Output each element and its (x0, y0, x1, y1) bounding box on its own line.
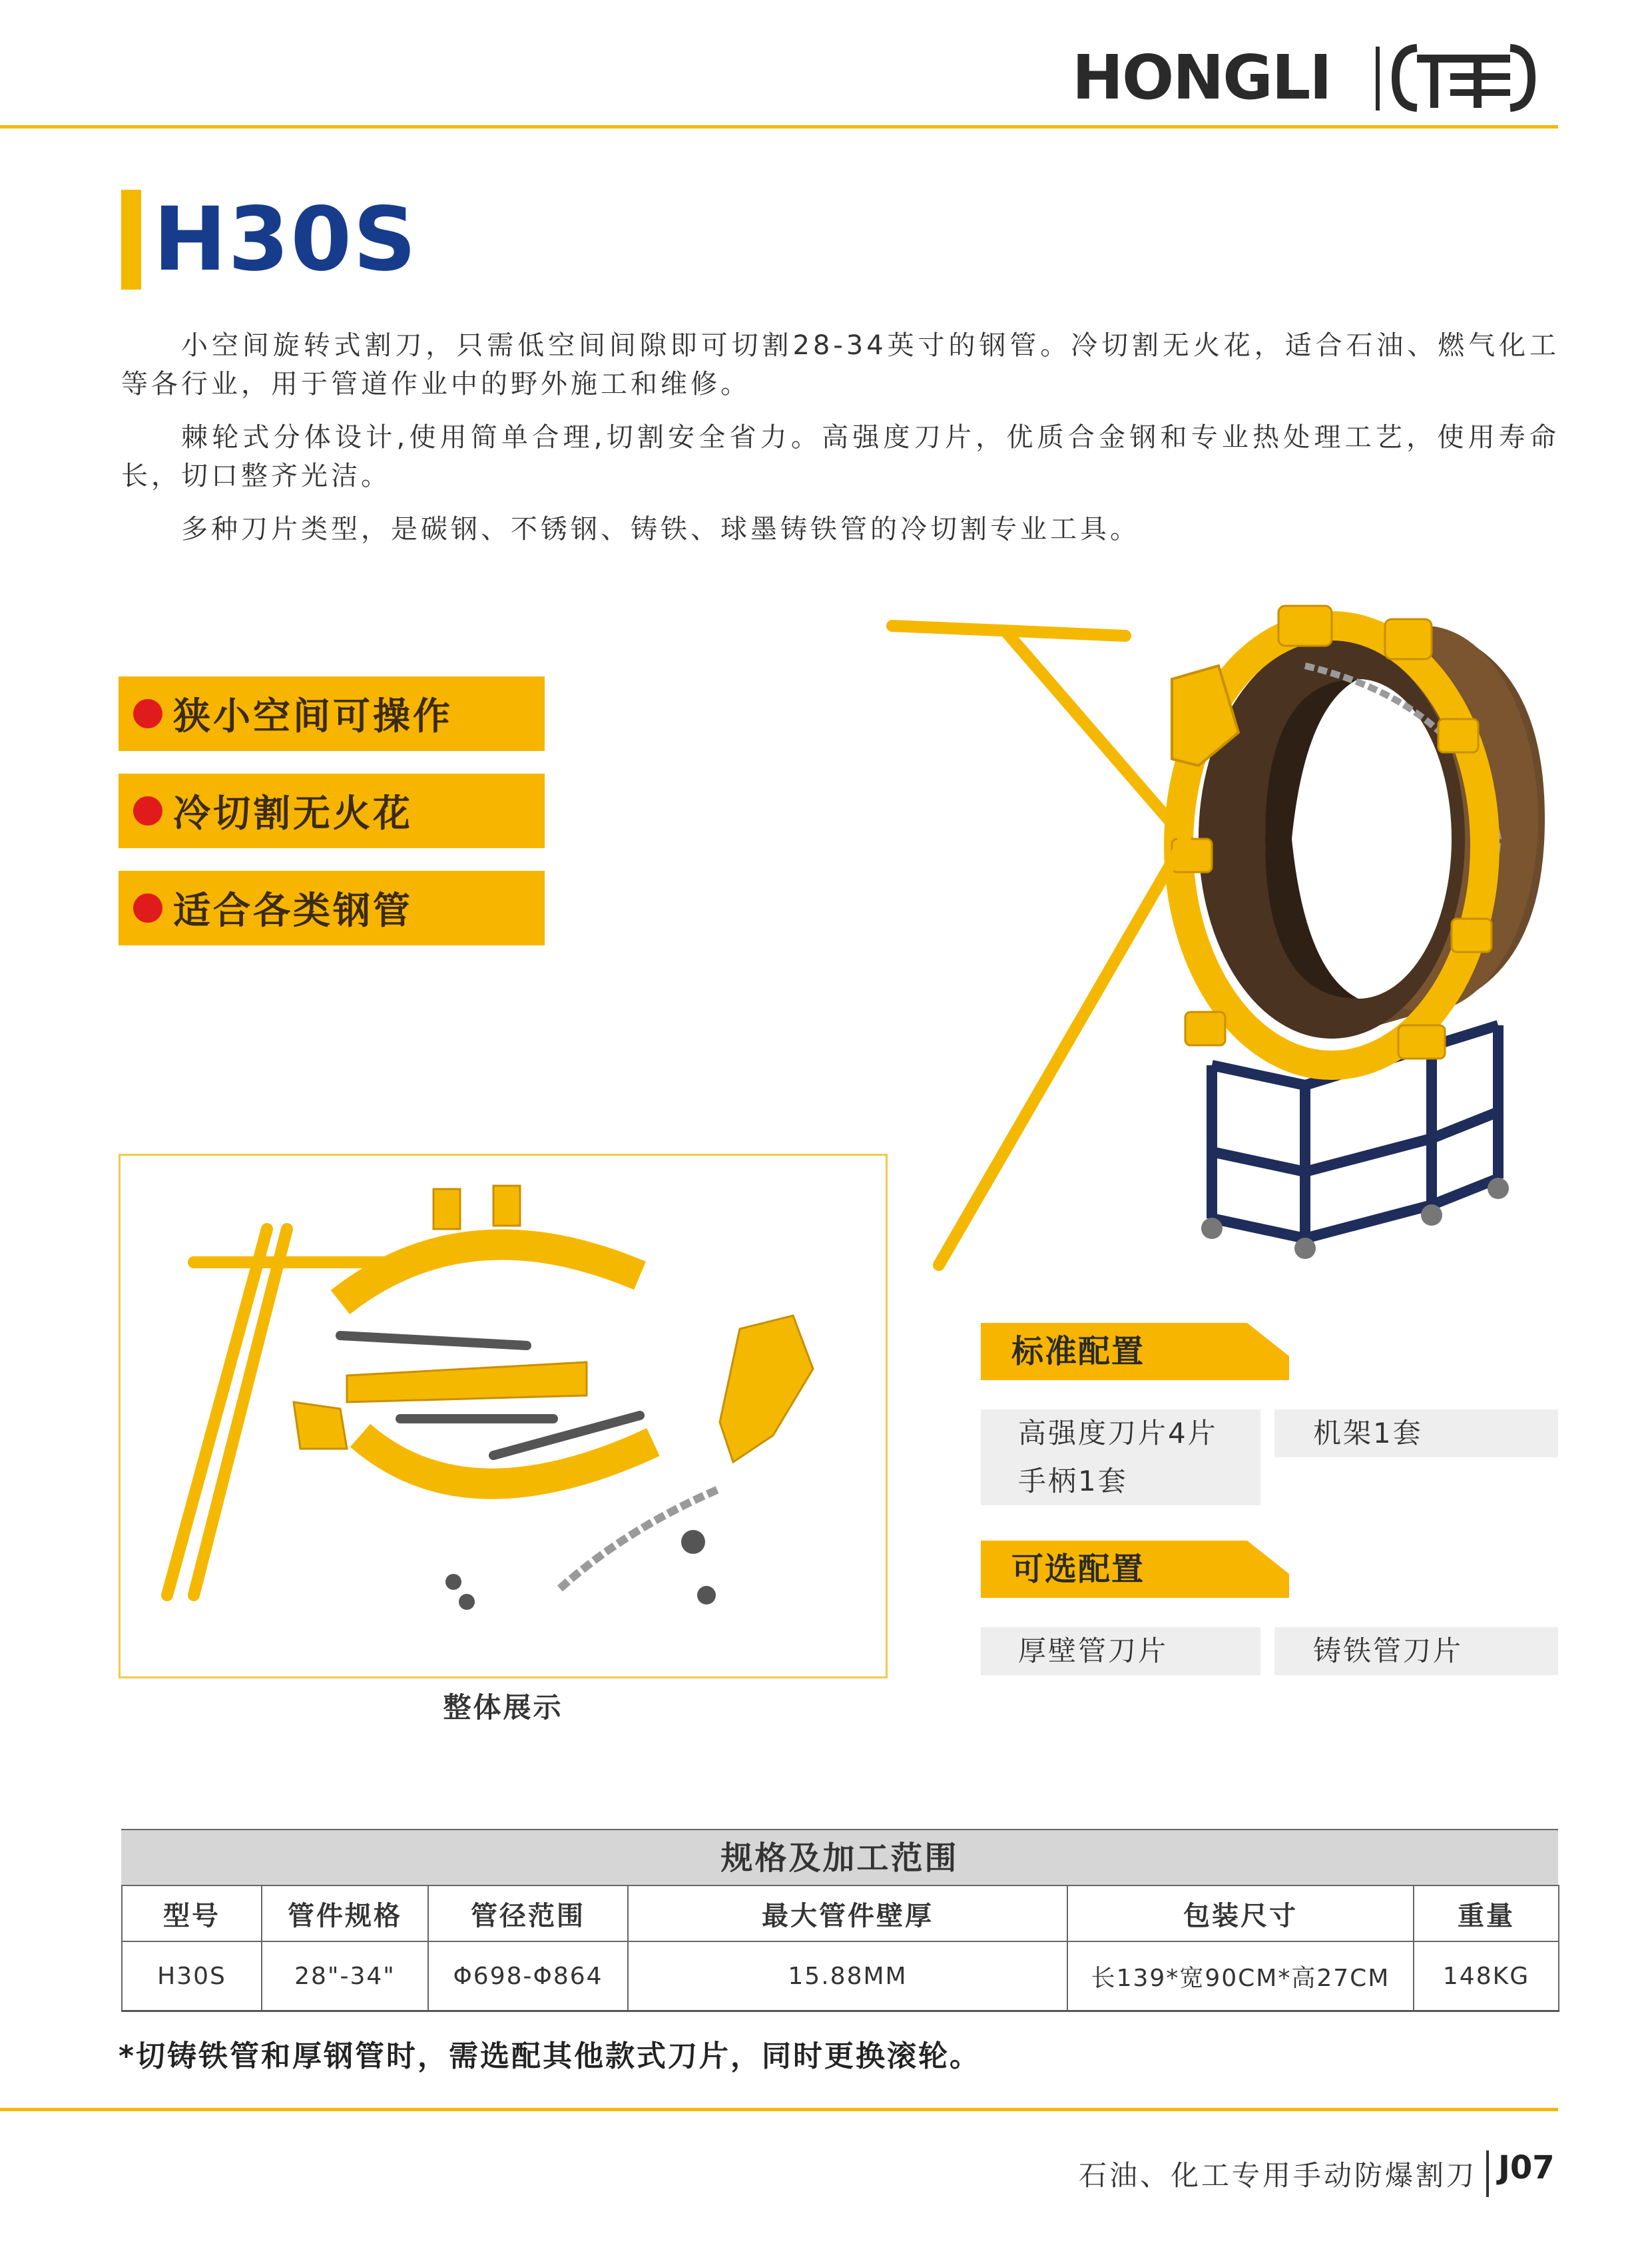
spec-header-cell: 包装尺寸 (1067, 1885, 1414, 1941)
footer-rule (0, 2108, 1558, 2111)
spec-cell: Φ698-Φ864 (428, 1941, 628, 2011)
cutter-on-pipe-photo (839, 599, 1571, 1305)
feature-badge (119, 774, 545, 848)
feature-badge (119, 676, 545, 751)
footer-category: 石油、化工专用手动防爆割刀 (1079, 2159, 1478, 2192)
spec-table-title: 规格及加工范围 (121, 1829, 1558, 1886)
spec-cell: 148KG (1414, 1941, 1559, 2011)
spec-cell: 长139*宽90CM*高27CM (1067, 1941, 1414, 2011)
spec-header-cell: 管径范围 (428, 1885, 628, 1941)
spec-cell: H30S (122, 1941, 262, 2011)
overview-caption: 整体展示 (443, 1691, 563, 1724)
standard-config-title: 标准配置 (1011, 1333, 1145, 1370)
config-item: 高强度刀片4片 (981, 1409, 1260, 1457)
description-paragraph-2: 棘轮式分体设计,使用简单合理,切割安全省力。高强度刀片，优质合金钢和专业热处理工艺，使用寿命长，切口整齐光洁。 (121, 422, 1559, 491)
feature-badge (119, 871, 545, 945)
config-item: 铸铁管刀片 (1274, 1627, 1558, 1675)
spec-header-cell: 最大管件壁厚 (628, 1885, 1067, 1941)
brand-logo (1072, 41, 1545, 115)
description-paragraph-1: 小空间旋转式割刀，只需低空间间隙即可切割28-34英寸的钢管。冷切割无火花，适合石油、燃气化工等各行业，用于管道作业中的野外施工和维修。 (121, 330, 1559, 399)
tiger-logo-icon (1390, 43, 1537, 113)
bullet-dot-icon (133, 893, 162, 923)
config-item: 厚壁管刀片 (981, 1627, 1260, 1675)
spec-header-row (122, 1885, 1559, 1941)
spec-data-row (122, 1941, 1559, 2011)
spec-header-cell: 重量 (1414, 1885, 1559, 1941)
logo-wordmark: HONGLI (1072, 42, 1331, 113)
overview-photo (119, 1154, 888, 1678)
logo-divider (1376, 47, 1380, 111)
spec-table (121, 1885, 1559, 2012)
bullet-dot-icon (133, 796, 162, 826)
optional-config-heading (981, 1541, 1289, 1598)
footer-divider (1486, 2150, 1489, 2197)
spec-footnote: *切铸铁管和厚钢管时，需选配其他款式刀片，同时更换滚轮。 (119, 2039, 981, 2073)
disassembled-parts-illustration (121, 1156, 886, 1676)
feature-label: 冷切割无火花 (173, 792, 413, 836)
title-accent-bar (121, 190, 141, 290)
spec-header-cell: 型号 (122, 1885, 262, 1941)
optional-config-title: 可选配置 (1011, 1551, 1145, 1588)
page-number: J07 (1498, 2149, 1555, 2186)
config-item: 手柄1套 (981, 1457, 1260, 1505)
feature-label: 适合各类钢管 (173, 889, 413, 933)
bullet-dot-icon (133, 699, 162, 728)
standard-config-heading (981, 1323, 1289, 1380)
spec-header-cell: 管件规格 (262, 1885, 428, 1941)
config-item: 机架1套 (1274, 1409, 1558, 1457)
description-paragraph-3: 多种刀片类型，是碳钢、不锈钢、铸铁、球墨铸铁管的冷切割专业工具。 (181, 514, 1140, 545)
feature-label: 狭小空间可操作 (173, 695, 453, 738)
spec-cell: 28"-34" (262, 1941, 428, 2011)
header-rule (0, 125, 1558, 128)
spec-cell: 15.88MM (628, 1941, 1067, 2011)
product-model-title: H30S (153, 188, 418, 291)
